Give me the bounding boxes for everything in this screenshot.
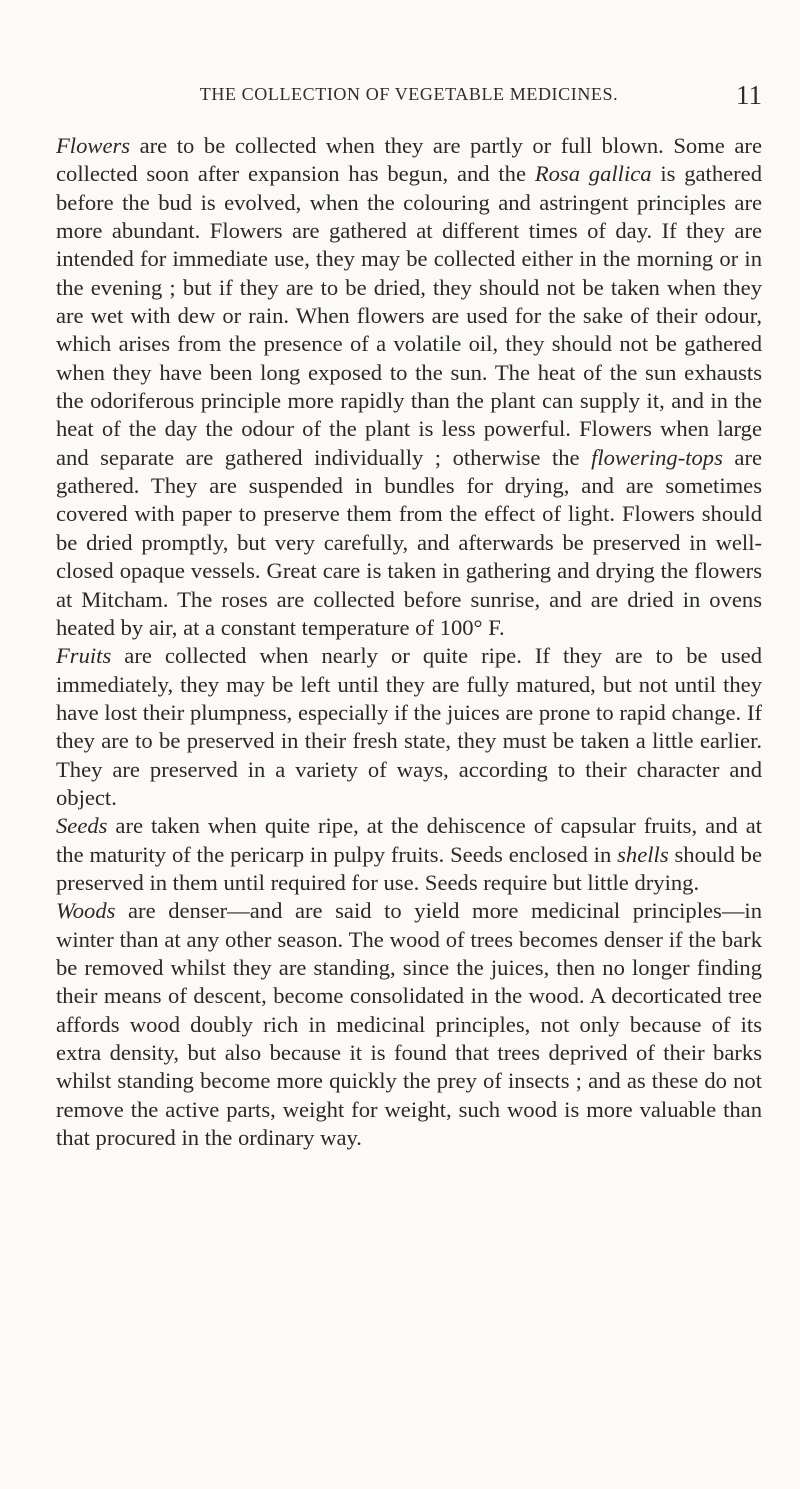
paragraph-woods [56,897,762,1152]
running-head [56,82,762,120]
term-woods: Woods [56,898,116,924]
paragraph-seeds [56,812,762,897]
fruits-text: are collected when nearly or quite ripe. If they are to be used immediately, they may be left until they are fully matured, but not until they have lost their plumpness, especially if the juices are prone to rapid change. If they are to be preserved in their fresh state, they must be taken a little earlier. They are preserved in a variety of ways, according to their character and object. [56,643,762,810]
paragraph-flowers [56,132,762,642]
seeds-text-1: are taken when quite ripe, at the dehiscence of capsular fruits, and at the maturity of the pericarp in pulpy fruits. Seeds enclosed in [56,813,762,867]
paragraph-fruits [56,642,762,812]
flowers-text-2: is gathered before the bud is evolved, when the colouring and astringent principles are more abundant. Flowers are gathered at different times of day. If they are intended for immediate use, they may be collected either in the morning or in the evening ; but if they are to be dried, they should not be taken when they are wet with dew or rain. When flowers are used for the sake of their odour, which arises from the presence of a volatile oil, they should not be gathered when they have been long exposed to the sun. The heat of the sun exhausts the odoriferous principle more rapidly than the plant can supply it, and in the heat of the day the odour of the plant is less powerful. Flowers when large and separate are gathered individually ; otherwise the [56,161,763,470]
term-rosa-gallica: Rosa gallica [534,161,652,187]
book-page [0,82,800,1489]
body-text [56,132,762,1152]
seeds-text-2: should be preserved in them until required for use. Seeds require but little drying. [56,841,762,895]
woods-text: are denser—and are said to yield more medicinal principles—in winter than at any other season. The wood of trees becomes denser if the bark be removed whilst they are standing, since the juices, then no longer finding their means of descent, become consolidated in the wood. A decorticated tree affords wood doubly rich in medicinal principles, not only because of its extra density, but also because it is found that trees deprived of their barks whilst standing become more quickly the prey of insects ; and as these do not remove the active parts, weight for weight, such wood is more valuable than that procured in the ordinary way. [56,898,762,1151]
term-fruits: Fruits [56,643,112,669]
flowers-text-1: are to be collected when they are partly or full blown. Some are collected soon after expansion has begun, and the [56,133,762,187]
flowers-text-3: are gathered. They are suspended in bundles for drying, and are sometimes covered with paper to preserve them from the effect of light. Flowers should be dried promptly, but very carefully, and afterwards be preserved in well-closed opaque vessels. Great care is taken in gathering and drying the flowers at Mitcham. The roses are collected before sunrise, and are dried in ovens heated by air, at a constant temperature of 100° F. [56,444,762,640]
running-title: THE COLLECTION OF VEGETABLE MEDICINES. [199,84,619,104]
term-flowers: Flowers [56,133,131,158]
page-number: 11 [736,80,762,110]
term-shells: shells [617,841,669,867]
term-flowering-tops: flowering-tops [591,444,723,470]
term-seeds: Seeds [56,813,108,839]
